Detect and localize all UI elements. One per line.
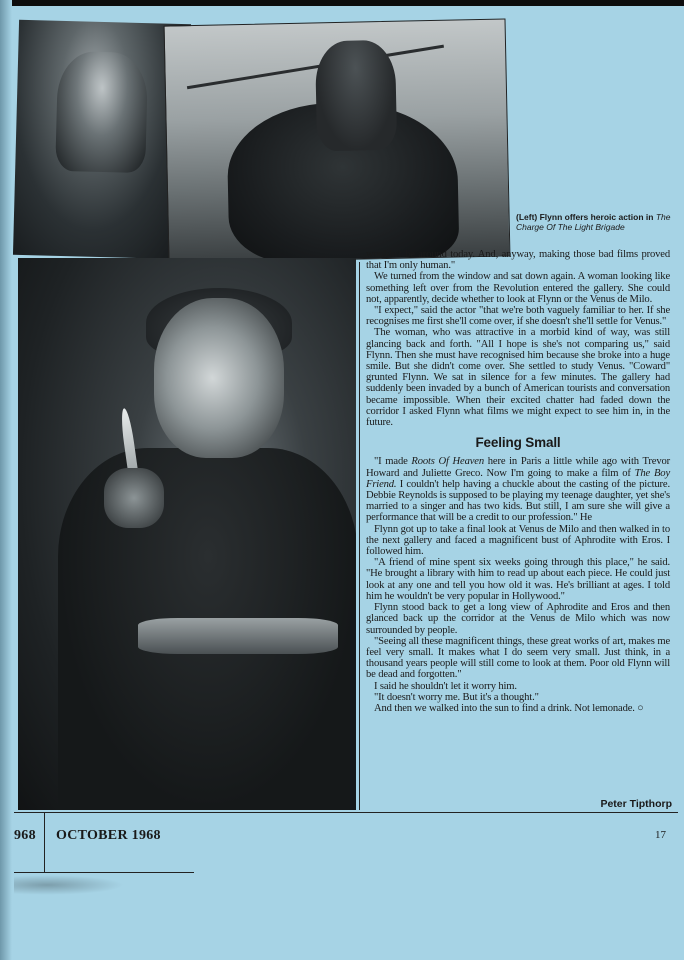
article-paragraph: The woman, who was attractive in a morbid kind of way, was still glancing back and forth. "All I hope is she's not comparing us," said Flynn. Then she must have recognised him because she broke into a huge smile. But she didn't come over. She settled to study Venus. "Coward" grunted Flynn. We sat in silence for a few minutes. The gallery had suddenly been invaded by a bunch of American tourists and conversation became impossible. When their excited chatter had faded down the corridor I asked Flynn what films we might expect to see him in, in the future. <box>366 327 670 429</box>
caption-lead: (Left) Flynn offers heroic action in <box>516 212 654 222</box>
footer-divider <box>44 812 45 872</box>
text-run: And then we walked into the sun to find a drink. Not lemonade. <box>374 702 635 714</box>
caption-film-title: The Charge Of The Light Brigade <box>516 212 671 232</box>
footer-rule <box>14 812 678 813</box>
section-subheading: Feeling Small <box>475 435 561 451</box>
article-paragraph: Flynn stood back to get a long view of Aphrodite and Eros and then glanced back up the corridor at the Venus de Milo which was now surrounded by people. <box>366 602 670 636</box>
page-number: 17 <box>655 829 666 841</box>
photo-figure <box>55 51 148 173</box>
article-paragraph: "A friend of mine spent six weeks going through this place," he said. "He brought a library with him to read up about each piece. He could just look at any one and tell you how old it was. He's brilliant at ages. I told him he wouldn't be very popular in Hollywood." <box>366 557 670 602</box>
column-divider <box>359 262 360 810</box>
photo-belt <box>138 618 338 654</box>
article-paragraph: wouldn't be around today. And, anyway, making those bad films proved that I'm only human." <box>366 249 670 272</box>
photo-face <box>154 298 284 458</box>
end-mark-icon: ○ <box>637 702 644 714</box>
text-run: "I made <box>374 456 412 468</box>
footer-rule-bottom <box>14 872 194 873</box>
text-run: I couldn't help having a chuckle about the casting of the picture. Debbie Reynolds is supposed to be playing my teenage daughter, yet she's married to a singer and has two kids. But still, I am sure she will give a performance that will be a credit to our profession." He <box>366 478 670 524</box>
paper-tear-mark <box>14 875 124 895</box>
article-body <box>366 249 670 714</box>
issue-date: OCTOBER 1968 <box>56 828 161 843</box>
article-paragraph: "I expect," said the actor "that we're both vaguely familiar to her. If she recognises me first she'll come over, if she doesn't she'll settle for Venus." <box>366 305 670 328</box>
article-paragraph: "It doesn't worry me. But it's a thought." <box>374 691 539 703</box>
photo-hand <box>104 468 164 528</box>
edition-fragment: 968 <box>14 828 36 843</box>
article-paragraph: I said he shouldn't let it worry him. <box>374 680 517 692</box>
article-paragraph: Flynn got up to take a final look at Venus de Milo and then walked in to the next gallery and faced a magnificent bust of Aphrodite with Eros. I followed him. <box>366 523 670 558</box>
film-title-boy-friend: The Boy Friend. <box>366 467 670 490</box>
film-title-roots-of-heaven: Roots Of Heaven <box>411 456 485 468</box>
photo-rider <box>315 40 397 152</box>
text-run: here in Paris a little while ago with Trevor Howard and Juliette Greco. Now I'm going to make a film of <box>366 456 671 479</box>
photo-flynn-portrait <box>18 258 356 810</box>
page-left-edge <box>0 0 12 960</box>
photo-charge-light-brigade <box>164 18 511 263</box>
article-paragraph-roots <box>366 456 670 523</box>
article-paragraph: "Seeing all these magnificent things, these great works of art, makes me feel very small. It makes what I do seem very small. Just think, in a thousand years people will still come to look at them. Poor old Flynn will be dead and forgotten." <box>366 635 670 681</box>
article-paragraph <box>366 703 670 714</box>
page-top-edge <box>0 0 684 6</box>
photo-caption <box>516 212 676 232</box>
article-paragraph: We turned from the window and sat down again. A woman looking like something left over from the Revolution entered the gallery. She could not, apparently, decide whether to look at Flynn or the Venus de Milo. <box>366 271 670 305</box>
author-byline: Peter Tipthorp <box>600 798 672 810</box>
